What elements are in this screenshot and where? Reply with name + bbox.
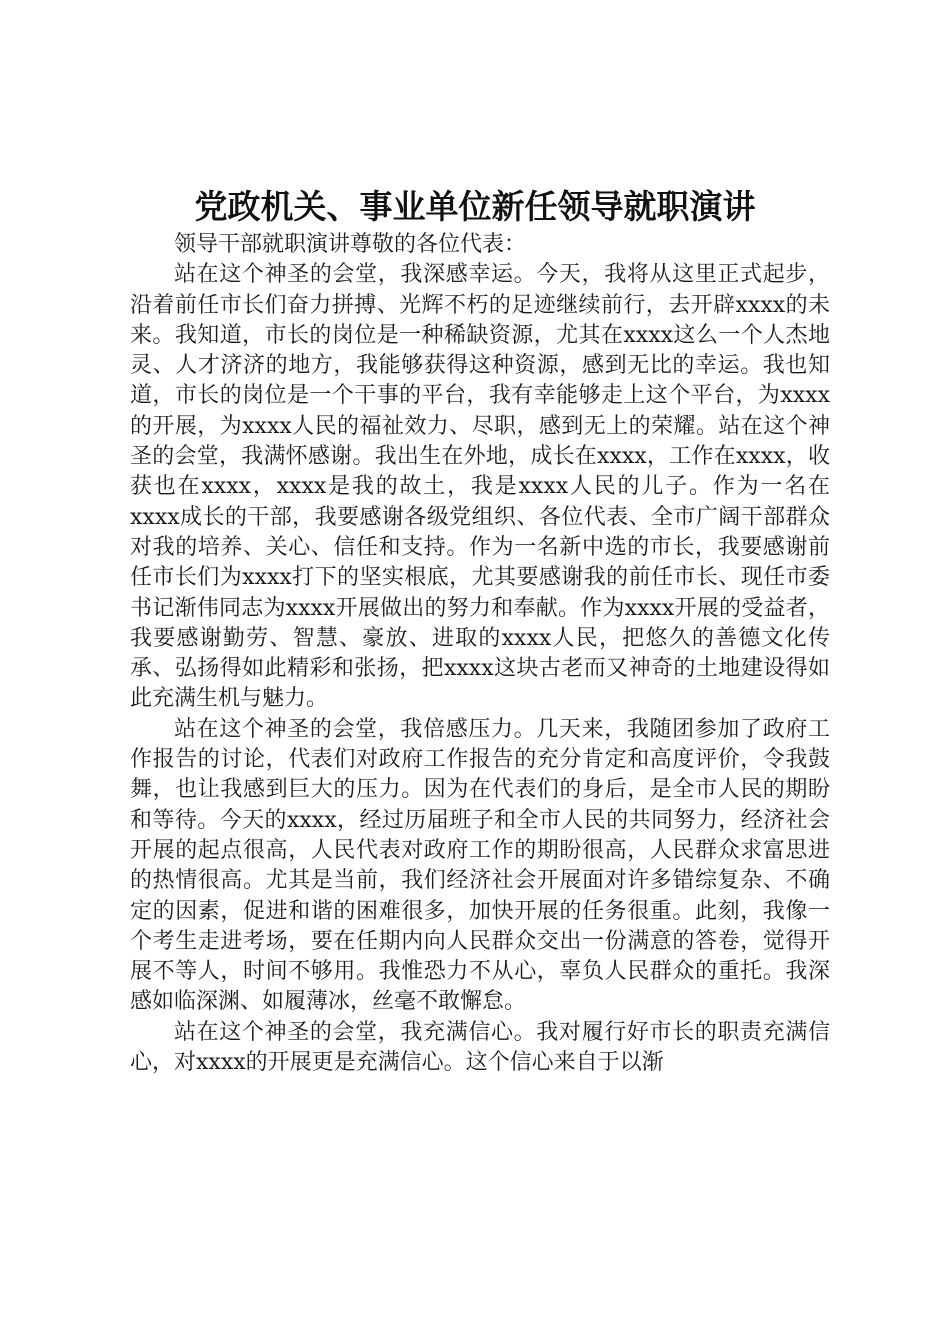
- document-body: [130, 230, 830, 1078]
- body-paragraph: 站在这个神圣的会堂，我深感幸运。今天，我将从这里正式起步，沿着前任市长们奋力拼搏、光辉不朽的足迹继续前行，去开辟xxxx的未来。我知道，市长的岗位是一种稀缺资源，尤其在xxxx这么一个人杰地灵、人才济济的地方，我能够获得这种资源，感到无比的幸运。我也知道，市长的岗位是一个干事的平台，我有幸能够走上这个平台，为xxxx的开展，为xxxx人民的福祉效力、尽职，感到无上的荣耀。站在这个神圣的会堂，我满怀感谢。我出生在外地，成长在xxxx，工作在xxxx，收获也在xxxx，xxxx是我的故土，我是xxxx人民的儿子。作为一名在xxxx成长的干部，我要感谢各级党组织、各位代表、全市广阔干部群众对我的培养、关心、信任和支持。作为一名新中选的市长，我要感谢前任市长们为xxxx打下的坚实根底，尤其要感谢我的前任市长、现任市委书记渐伟同志为xxxx开展做出的努力和奉献。作为xxxx开展的受益者，我要感谢勤劳、智慧、豪放、进取的xxxx人民，把悠久的善德文化传承、弘扬得如此精彩和张扬，把xxxx这块古老而又神奇的土地建设得如此充满生机与魅力。: [130, 262, 830, 712]
- document-title: 党政机关、事业单位新任领导就职演讲: [194, 187, 756, 226]
- salutation-paragraph: 领导干部就职演讲尊敬的各位代表：: [174, 232, 527, 257]
- body-paragraph: 站在这个神圣的会堂，我倍感压力。几天来，我随团参加了政府工作报告的讨论，代表们对政府工作报告的充分肯定和高度评价，令我鼓舞，也让我感到巨大的压力。因为在代表们的身后，是全市人民的期盼和等待。今天的xxxx，经过历届班子和全市人民的共同努力，经济社会开展的起点很高，人民代表对政府工作的期盼很高，人民群众求富思进的热情很高。尤其是当前，我们经济社会开展面对许多错综复杂、不确定的因素，促进和谐的困难很多，加快开展的任务很重。此刻，我像一个考生走进考场，要在任期内向人民群众交出一份满意的答卷，觉得开展不等人，时间不够用。我惟恐力不从心，辜负人民群众的重托。我深感如临深渊、如履薄冰，丝毫不敢懈怠。: [130, 716, 830, 1015]
- body-paragraph: 站在这个神圣的会堂，我充满信心。我对履行好市长的职责充满信心，对xxxx的开展更是充满信心。这个信心来自于以渐: [130, 1019, 830, 1076]
